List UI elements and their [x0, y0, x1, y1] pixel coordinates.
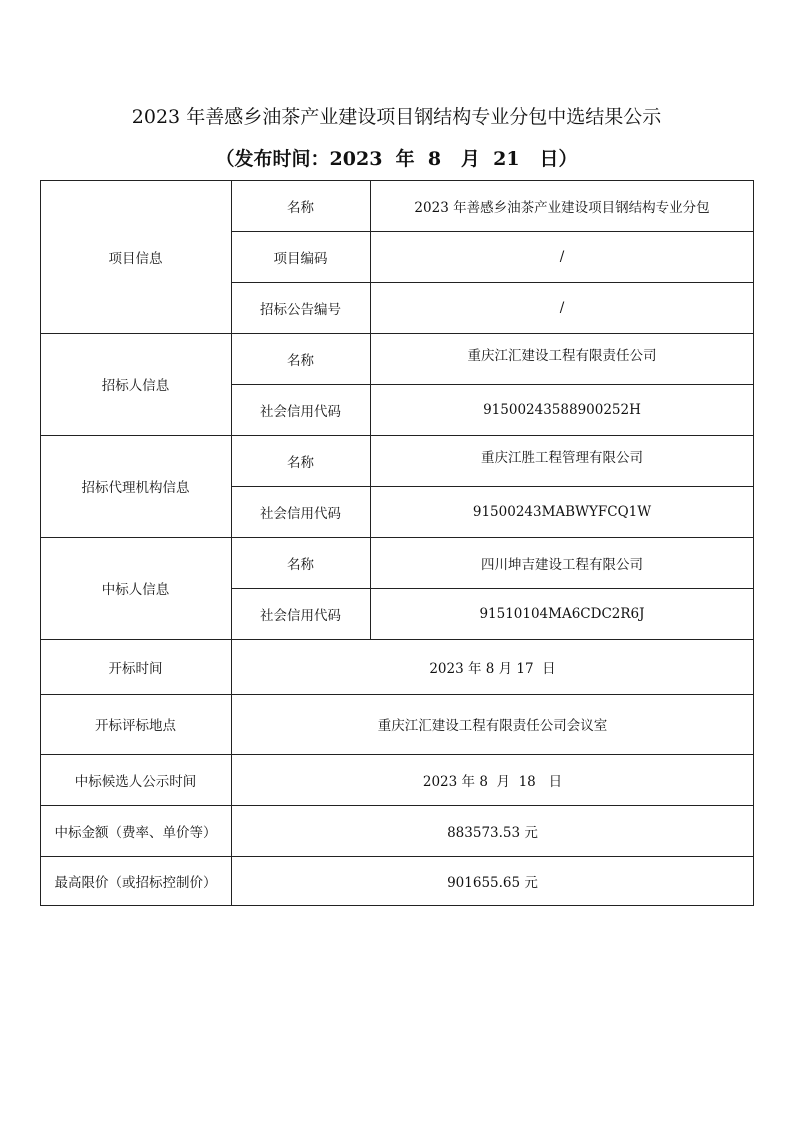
project-code-label: 项目编码 [273, 250, 328, 267]
bid-amount-label: 中标金额（费率、单价等） [54, 824, 217, 841]
table-border-right [753, 180, 754, 906]
notice-number-value: / [559, 299, 565, 316]
row-divider [40, 639, 754, 640]
agency-group-label: 招标代理机构信息 [81, 480, 190, 496]
row-divider [231, 384, 754, 385]
result-table [40, 180, 754, 906]
winner-group-label: 中标人信息 [101, 582, 170, 598]
table-border-bottom [40, 905, 754, 906]
column-divider [370, 180, 371, 639]
opening-time-label: 开标时间 [108, 660, 163, 677]
agency-name-label: 名称 [287, 454, 314, 471]
column-divider [231, 180, 232, 906]
tenderer-name-value: 重庆江汇建设工程有限责任公司 [467, 347, 657, 364]
location-label: 开标评标地点 [95, 718, 176, 734]
agency-credit-label: 社会信用代码 [260, 505, 341, 522]
max-price-label: 最高限价（或招标控制价） [54, 875, 217, 891]
row-divider [40, 805, 754, 806]
row-divider [40, 333, 754, 334]
winner-name-label: 名称 [287, 556, 314, 573]
row-divider [40, 694, 754, 695]
tenderer-credit-label: 社会信用代码 [260, 403, 341, 420]
project-info-group-label: 项目信息 [108, 250, 163, 267]
location-value: 重庆江汇建设工程有限责任公司会议室 [377, 718, 608, 734]
row-divider [40, 754, 754, 755]
winner-name-value: 四川坤吉建设工程有限公司 [481, 556, 643, 573]
row-divider [231, 588, 754, 589]
row-divider [231, 231, 754, 232]
tenderer-group-label: 招标人信息 [101, 378, 170, 394]
row-divider [231, 486, 754, 487]
bid-amount-value: 883573.53 元 [447, 824, 538, 841]
table-border-left [40, 180, 41, 906]
row-divider [231, 282, 754, 283]
publicity-time-label: 中标候选人公示时间 [74, 773, 197, 790]
project-name-label: 名称 [287, 199, 314, 216]
document-title: 2023 年善感乡油茶产业建设项目钢结构专业分包中选结果公示 [131, 106, 662, 128]
table-border-top [40, 180, 754, 181]
project-name-value: 2023 年善感乡油茶产业建设项目钢结构专业分包 [414, 199, 710, 216]
opening-time-value: 2023 年 8 月 17 日 [429, 660, 556, 677]
max-price-value: 901655.65 元 [447, 875, 538, 891]
winner-credit-value: 91510104MA6CDC2R6J [479, 605, 645, 622]
agency-name-value: 重庆江胜工程管理有限公司 [481, 449, 643, 466]
agency-credit-value: 91500243MABWYFCQ1W [472, 503, 652, 520]
project-code-value: / [559, 248, 565, 265]
publish-date: （发布时间：2023 年 8 月 21 日） [215, 148, 578, 170]
tenderer-credit-value: 91500243588900252H [483, 401, 641, 418]
row-divider [40, 435, 754, 436]
row-divider [40, 856, 754, 857]
row-divider [40, 537, 754, 538]
winner-credit-label: 社会信用代码 [260, 607, 341, 624]
notice-number-label: 招标公告编号 [260, 301, 341, 318]
tenderer-name-label: 名称 [287, 352, 314, 369]
publicity-time-value: 2023 年 8 月 18 日 [422, 773, 563, 790]
